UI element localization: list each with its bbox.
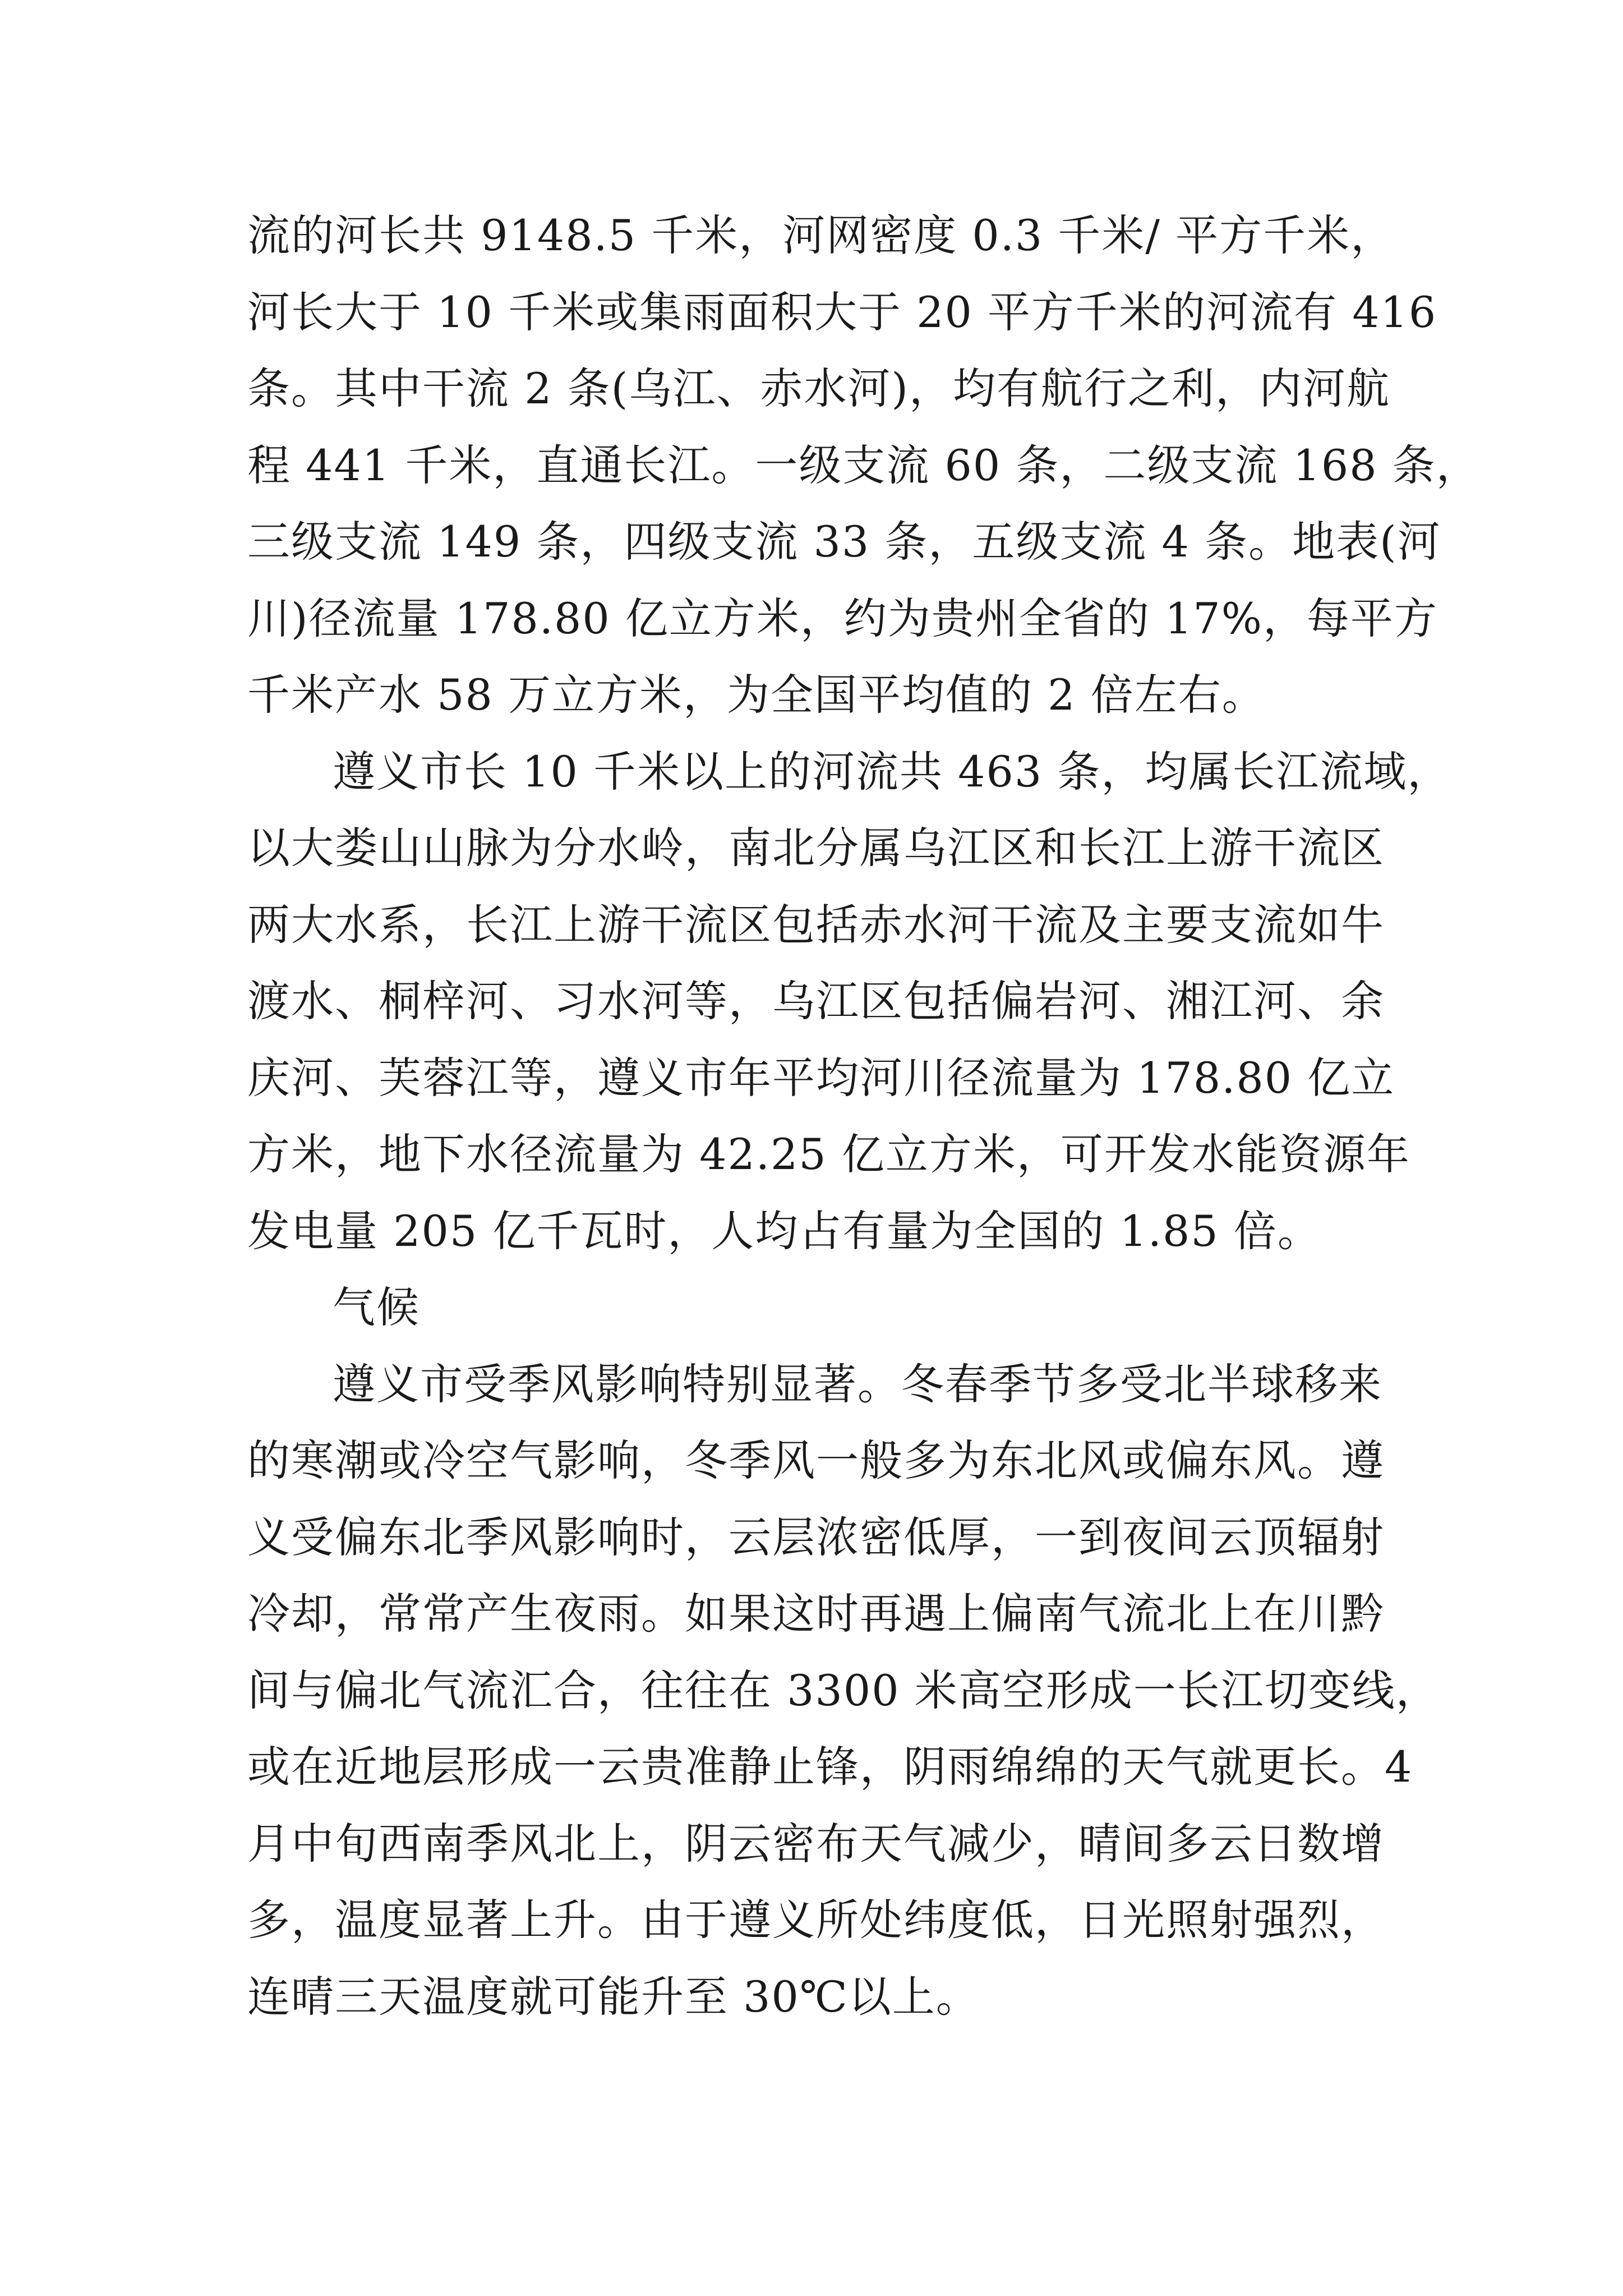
text-line: 三级支流 149 条，四级支流 33 条，五级支流 4 条。地表(河 [247,517,1441,567]
text-line: 间与偏北气流汇合，往往在 3300 米高空形成一长江切变线， [247,1665,1440,1715]
text-line: 或在近地层形成一云贵准静止锋，阴雨绵绵的天气就更长。4 [247,1742,1413,1792]
text-line: 庆河、芙蓉江等，遵义市年平均河川径流量为 178.80 亿立 [247,1052,1395,1103]
text-line: 渡水、桐梓河、习水河等，乌江区包括偏岩河、湘江河、余 [247,976,1385,1026]
document-body [247,197,1480,2035]
text-line: 两大水系，长江上游干流区包括赤水河干流及主要支流如牛 [247,899,1385,950]
text-line: 流的河长共 9148.5 千米，河网密度 0.3 千米/ 平方千米， [247,210,1395,260]
text-line: 川)径流量 178.80 亿立方米，约为贵州全省的 17%，每平方 [247,593,1438,643]
text-line: 条。其中干流 2 条(乌江、赤水河)，均有航行之利，内河航 [247,364,1390,413]
paragraph-start-line: 遵义市受季风影响特别显著。冬春季节多受北半球移来 [333,1359,1382,1409]
text-line: 连晴三天温度就可能升至 30℃以上。 [247,1971,980,2022]
text-line: 程 441 千米，直通长江。一级支流 60 条，二级支流 168 条， [247,440,1480,490]
paragraph-start-line: 遵义市长 10 千米以上的河流共 463 条，均属长江流域， [333,746,1451,797]
text-line: 月中旬西南季风北上，阴云密布天气减少，晴间多云日数增 [247,1818,1385,1869]
text-line: 方米，地下水径流量为 42.25 亿立方米，可开发水能资源年 [247,1129,1410,1179]
text-line: 千米产水 58 万立方米，为全国平均值的 2 倍左右。 [247,670,1266,720]
text-line: 河长大于 10 千米或集雨面积大于 20 平方千米的河流有 416 [247,287,1437,337]
text-line: 发电量 205 亿千瓦时，人均占有量为全国的 1.85 倍。 [247,1205,1321,1256]
text-line: 义受偏东北季风影响时，云层浓密低厚，一到夜间云顶辐射 [247,1512,1385,1562]
text-line: 多，温度显著上升。由于遵义所处纬度低，日光照射强烈， [247,1895,1385,1945]
text-line: 的寒潮或冷空气影响，冬季风一般多为东北风或偏东风。遵 [247,1435,1385,1485]
section-heading: 气候 [333,1282,420,1332]
text-line: 以大娄山山脉为分水岭，南北分属乌江区和长江上游干流区 [247,823,1385,873]
text-line: 冷却，常常产生夜雨。如果这时再遇上偏南气流北上在川黔 [247,1589,1385,1639]
